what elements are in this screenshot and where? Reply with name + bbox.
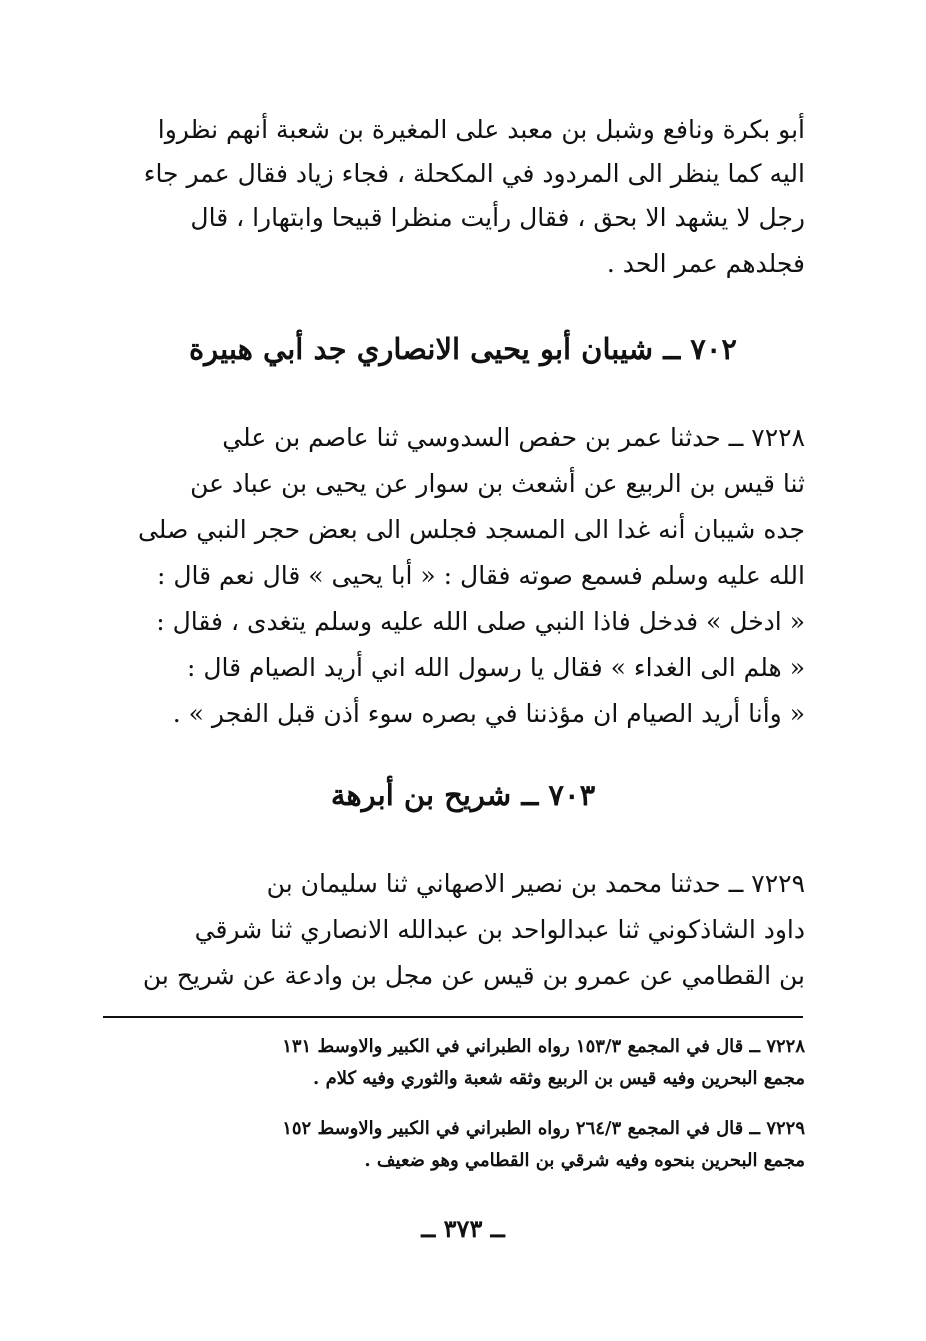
text-line: رجل لا يشهد الا بحق ، فقال رأيت منظرا قبيحا وابتهارا ، قال bbox=[190, 203, 805, 232]
text-line: اليه كما ينظر الى المردود في المكحلة ، فجاء زياد فقال عمر جاء bbox=[143, 159, 805, 188]
text-line: « ادخل » فدخل فاذا النبي صلى الله عليه وسلم يتغدى ، فقال : bbox=[156, 607, 805, 636]
page-number: ــ ٣٧٣ ــ bbox=[421, 1214, 505, 1243]
text-line: ثنا قيس بن الربيع عن أشعث بن سوار عن يحيى بن عباد عن bbox=[190, 469, 805, 498]
footnote-divider bbox=[103, 1016, 803, 1018]
text-line: فجلدهم عمر الحد . bbox=[606, 249, 805, 278]
section-heading-703: ٧٠٣ ــ شريح بن أبرهة bbox=[330, 778, 596, 812]
footnote-line: ٧٢٢٨ ــ قال في المجمع ١٥٣/٣ رواه الطبراني في الكبير والاوسط ١٣١ bbox=[282, 1036, 805, 1057]
text-line: أبو بكرة ونافع وشبل بن معبد على المغيرة بن شعبة أنهم نظروا bbox=[157, 115, 805, 144]
text-line: داود الشاذكوني ثنا عبدالواحد بن عبدالله الانصاري ثنا شرقي bbox=[194, 915, 805, 944]
footnote-line: مجمع البحرين بنحوه وفيه شرقي بن القطامي وهو ضعيف . bbox=[364, 1150, 805, 1171]
text-line: « وأنا أريد الصيام ان مؤذننا في بصره سوء أذن قبل الفجر » . bbox=[172, 699, 805, 728]
text-line: الله عليه وسلم فسمع صوته فقال : « أبا يحيى » قال نعم قال : bbox=[156, 561, 805, 590]
footnote-line: مجمع البحرين وفيه قيس بن الربيع وثقه شعبة والثوري وفيه كلام . bbox=[313, 1068, 805, 1089]
text-line: جده شيبان أنه غدا الى المسجد فجلس الى بعض حجر النبي صلى bbox=[137, 515, 805, 544]
hadith-7228-paragraph bbox=[100, 418, 805, 728]
footnote-line: ٧٢٢٩ ــ قال في المجمع ٢٦٤/٣ رواه الطبراني في الكبير والاوسط ١٥٢ bbox=[282, 1118, 805, 1139]
hadith-7229-paragraph bbox=[100, 864, 805, 1004]
continuation-paragraph bbox=[100, 110, 805, 290]
text-line: « هلم الى الغداء » فقال يا رسول الله اني أريد الصيام قال : bbox=[186, 653, 805, 682]
text-line: بن القطامي عن عمرو بن قيس عن مجل بن وادعة عن شريح بن bbox=[142, 961, 805, 990]
footnote-7229 bbox=[100, 1114, 805, 1178]
text-line: ٧٢٢٨ ــ حدثنا عمر بن حفص السدوسي ثنا عاصم بن علي bbox=[222, 423, 805, 452]
text-line: ٧٢٢٩ ــ حدثنا محمد بن نصير الاصهاني ثنا سليمان بن bbox=[266, 869, 805, 898]
footnote-7228 bbox=[100, 1032, 805, 1096]
section-heading-702: ٧٠٢ ــ شيبان أبو يحيى الانصاري جد أبي هبيرة bbox=[188, 332, 738, 366]
